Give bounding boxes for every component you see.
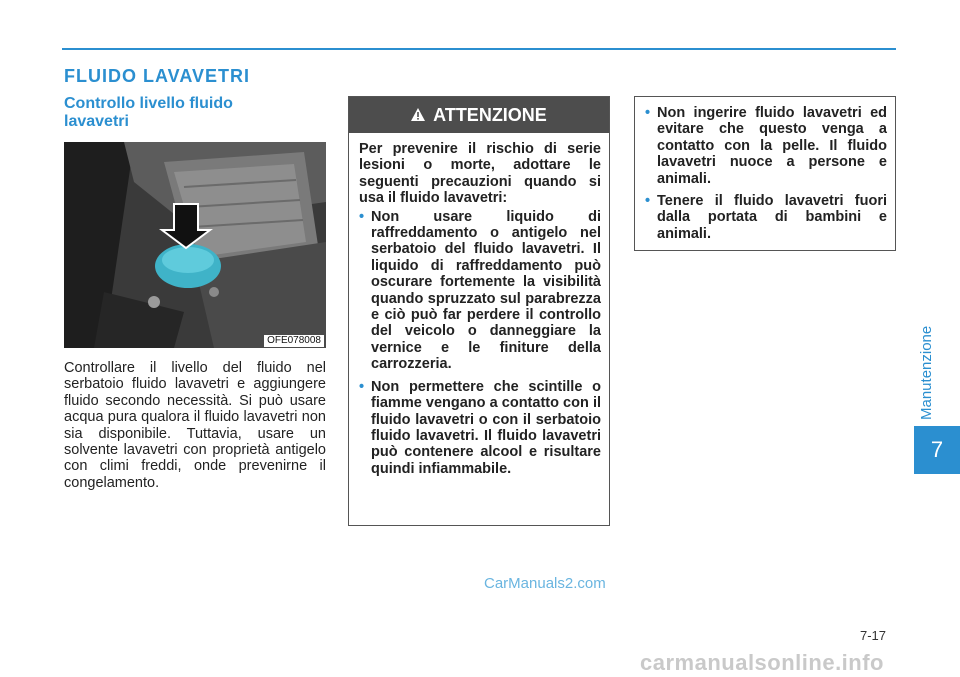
- chapter-number: 7: [930, 437, 944, 462]
- photo-code: OFE078008: [264, 335, 324, 347]
- warning-bullet: • Tenere il fluido lavavetri fuori dalla portata di bambini e animali.: [645, 193, 887, 242]
- warning-continued-box: [634, 96, 896, 251]
- top-rule: [62, 48, 896, 50]
- warning-box: [348, 96, 610, 526]
- subsection-title: Controllo livello fluido lavavetri: [64, 95, 233, 130]
- engine-bay-illustration: [64, 142, 326, 348]
- warning-intro: Per prevenire il rischio di serie lesioni o morte, adottare le seguenti precauzioni quando si usa il fluido lavavetri:: [359, 141, 601, 207]
- body-paragraph: Controllare il livello del fluido nel serbatoio fluido lavavetri e aggiungere fluido secondo necessità. Si può usare acqua pura qualora il fluido lavavetri non sia disponibile. Tuttavia, usare un solvente lavavetri con proprietà antigelo con climi freddi, onde prevenirne il congelamento.: [64, 360, 326, 491]
- warning-header: [349, 97, 609, 133]
- engine-bay-photo: [64, 142, 326, 348]
- warning-bullet: • Non permettere che scintille o fiamme vengano a contatto con il fluido lavavetri o con il serbatoio fluido lavavetri. Il fluido lavavetri può contenere alcool e risultare quindi infiammabile.: [359, 379, 601, 477]
- section-title: FLUIDO LAVAVETRI: [64, 66, 250, 86]
- chapter-label: Manutenzione: [918, 325, 935, 420]
- warning-title: ATTENZIONE: [433, 104, 547, 125]
- chapter-tab: [914, 426, 960, 474]
- page-number: 7-17: [860, 628, 887, 643]
- warning-bullet: • Non usare liquido di raffreddamento o antigelo nel serbatoio del fluido lavavetri. Il liquido di raffreddamento può oscurare fortemente la visibilità quando spruzzato sul parabrezza e ciò può far perdere il controllo del veicolo o danneggiare la vernice e le finiture della carrozzeria.: [359, 209, 601, 373]
- footer-watermark: carmanualsonline.info: [640, 650, 884, 675]
- warning-bullet: • Non ingerire fluido lavavetri ed evitare che questo venga a contatto con la pelle. Il fluido lavavetri nuoce a persone e animali.: [645, 105, 887, 187]
- watermark: CarManuals2.com: [484, 575, 606, 592]
- warning-triangle-icon: [411, 105, 425, 126]
